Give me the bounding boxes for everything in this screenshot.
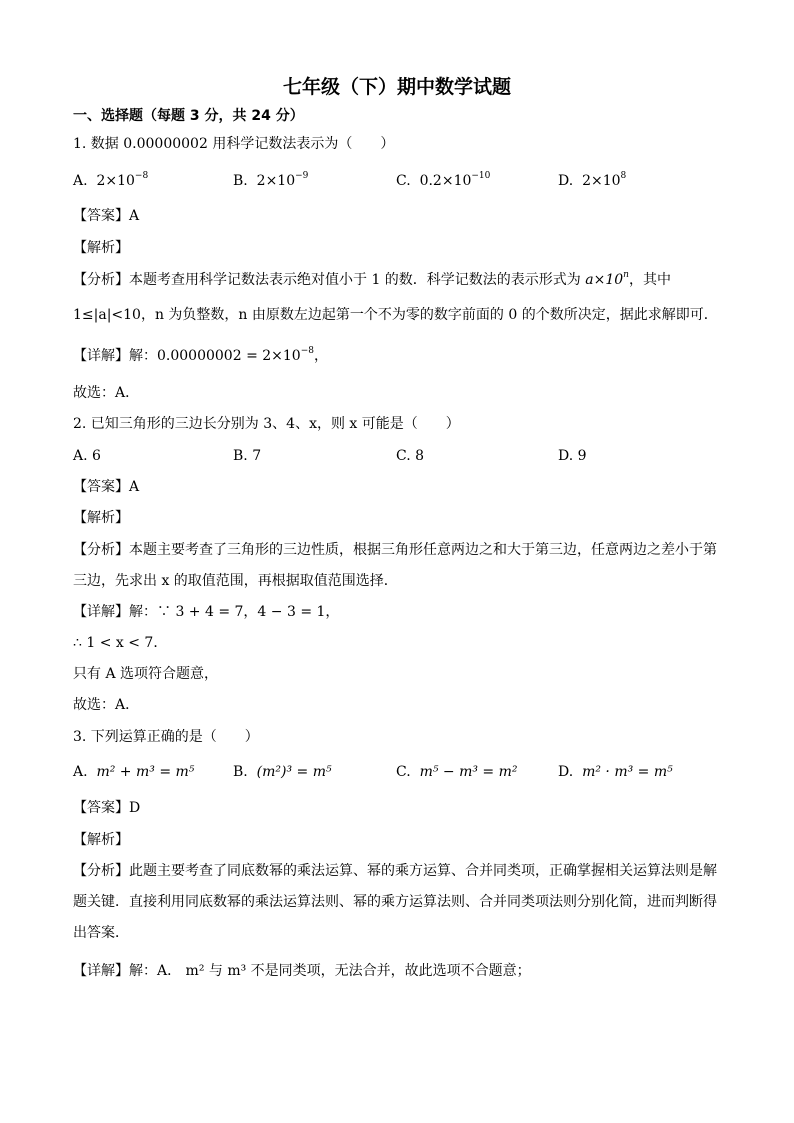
q3-fenxi-line1: 【分析】此题主要考查了同底数幂的乘法运算、幂的乘方运算、合并同类项，正确掌握相关运算法则是解: [73, 863, 717, 879]
q2-detail-line3: 只有 A 选项符合题意，: [73, 666, 219, 682]
page-title: 七年级（下）期中数学试题: [282, 76, 511, 98]
q2-detail-line1: 【详解】解：∵ 3 + 4 = 7，4 − 3 = 1，: [73, 604, 340, 620]
q2-fenxi-line2: 三边，先求出 x 的取值范围，再根据取值范围选择．: [73, 573, 398, 589]
q1-option-c: C. $0.2\times 10^{-10}$: [396, 171, 491, 189]
q1-fenxi-line2: 1≤|a|<10，n 为负整数，n 由原数左边起第一个不为零的数字前面的 0 的个数所决定，据此求解即可．: [73, 307, 718, 323]
q1-option-a: A. $2\times 10^{-8}$: [73, 171, 149, 189]
q2-analysis-label: 【解析】: [73, 510, 129, 526]
q3-fenxi-line3: 出答案．: [73, 925, 129, 941]
section-heading: 一、选择题（每题 3 分，共 24 分）: [73, 108, 304, 124]
q1-answer: 【答案】A: [73, 208, 140, 224]
question-1-stem: 1. 数据 0.00000002 用科学记数法表示为（ ）: [73, 136, 395, 152]
q1-option-b: B. $2\times 10^{-9}$: [233, 171, 309, 189]
question-2-stem: 2. 已知三角形的三边长分别为 3、4、x，则 x 可能是（ ）: [73, 416, 460, 432]
q2-option-b: B. 7: [233, 448, 262, 464]
q1-fenxi-line1: 【分析】本题考查用科学记数法表示绝对值小于 1 的数．科学记数法的表示形式为 $a\times 10^n$，其中: [73, 270, 671, 288]
q2-answer: 【答案】A: [73, 479, 140, 495]
q2-detail-line2: ∴ 1 < x < 7．: [73, 635, 168, 651]
q2-option-a: A. 6: [73, 448, 101, 464]
q3-answer: 【答案】D: [73, 800, 141, 816]
q3-analysis-label: 【解析】: [73, 832, 129, 848]
q2-conclusion: 故选：A．: [73, 697, 140, 713]
q2-fenxi-line1: 【分析】本题主要考查了三角形的三边性质，根据三角形任意两边之和大于第三边，任意两边之差小于第: [73, 542, 717, 558]
q3-option-c: C. m⁵ − m³ = m²: [396, 764, 518, 780]
question-3-stem: 3. 下列运算正确的是（ ）: [73, 729, 259, 745]
q3-option-d: D. m² · m³ = m⁵: [558, 764, 673, 780]
q1-detail: 【详解】解：$0.00000002 = 2\times 10^{-8}$，: [73, 346, 328, 364]
q3-option-b: B. (m²)³ = m⁵: [233, 764, 332, 780]
q1-conclusion: 故选：A．: [73, 385, 140, 401]
q2-option-c: C. 8: [396, 448, 425, 464]
q3-option-a: A. m² + m³ = m⁵: [73, 764, 195, 780]
q1-analysis-label: 【解析】: [73, 240, 129, 256]
q3-fenxi-line2: 题关键．直接利用同底数幂的乘法运算法则、幂的乘方运算法则、合并同类项法则分别化简，进而判断得: [73, 894, 717, 910]
q3-detail-line1: 【详解】解：A． m² 与 m³ 不是同类项，无法合并，故此选项不合题意；: [73, 963, 531, 979]
q1-option-d: D. $2\times 10^8$: [558, 171, 627, 189]
q2-option-d: D. 9: [558, 448, 587, 464]
